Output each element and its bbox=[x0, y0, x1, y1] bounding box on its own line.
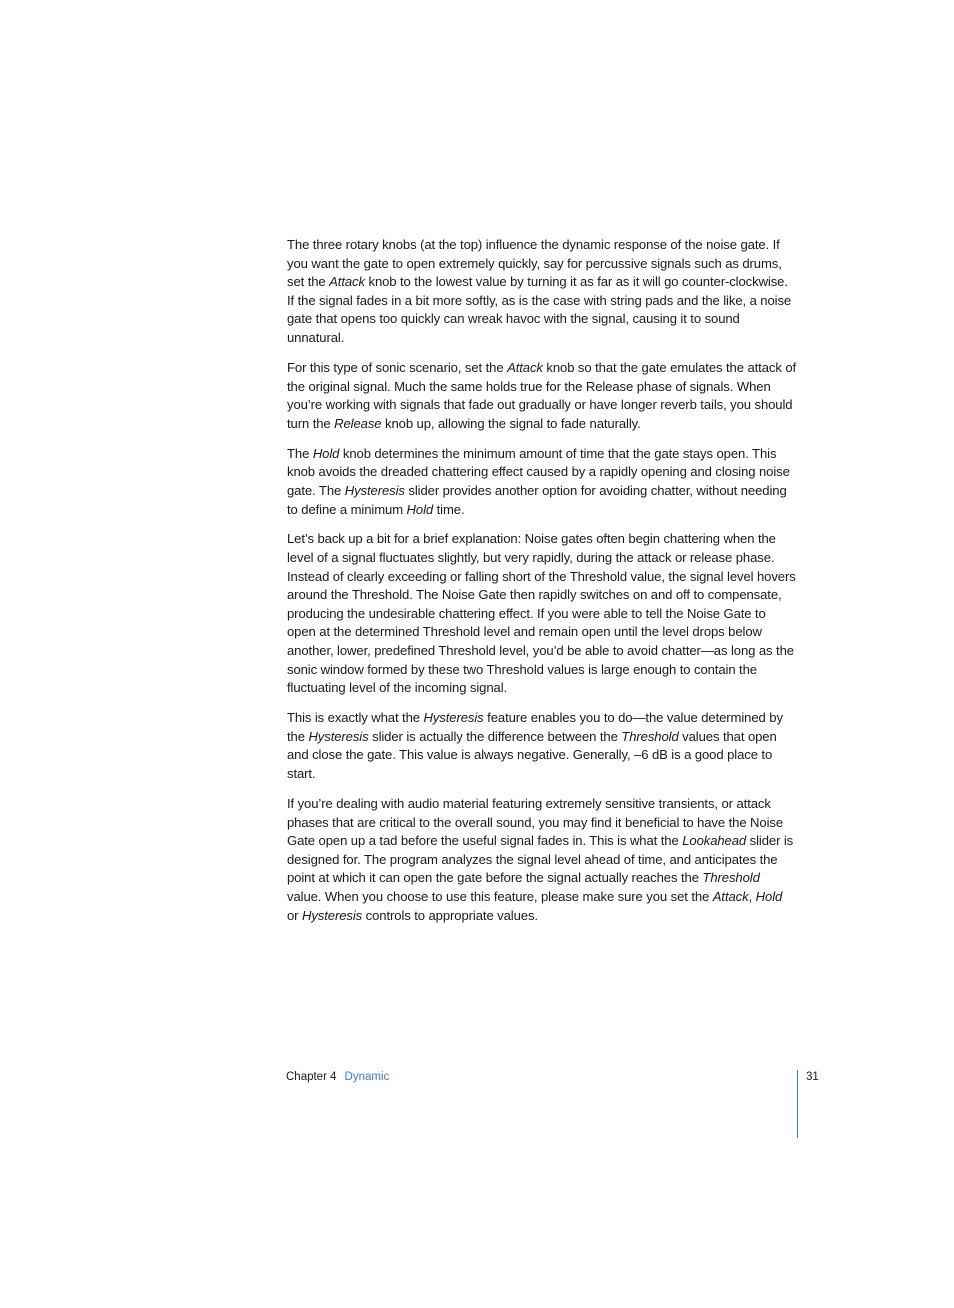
paragraph bbox=[287, 445, 797, 519]
italic-term: Attack bbox=[329, 274, 365, 290]
paragraph bbox=[287, 709, 797, 783]
italic-term: Hold bbox=[406, 501, 434, 517]
italic-term: Hold bbox=[755, 888, 783, 904]
italic-term: Threshold bbox=[702, 870, 760, 886]
text-run: or bbox=[287, 907, 302, 923]
italic-term: Attack bbox=[712, 888, 749, 904]
text-run: The three rotary knobs (at the top) influence the dynamic response of the noise gate. If you want the gate to open extremely quickly, say for percussive signals such as drums, set the bbox=[287, 237, 782, 290]
text-run: This is exactly what the bbox=[287, 710, 424, 726]
footer-rule bbox=[797, 1070, 798, 1138]
paragraph bbox=[287, 359, 797, 433]
italic-term: Hold bbox=[312, 445, 340, 461]
text-run: knob to the lowest value by turning it as far as it will go counter-clockwise. If the signal fades in a bit more softly, as is the case with string pads and the like, a noise gate that opens too quickly can wreak havoc with the signal, causing it to sound unnatural. bbox=[287, 274, 792, 345]
text-run: slider is designed for. The program analyzes the signal level ahead of time, and anticipates the point at which it can open the gate before the signal actually reaches the bbox=[287, 833, 794, 886]
text-run: knob up, allowing the signal to fade naturally. bbox=[381, 415, 641, 431]
italic-term: Hysteresis bbox=[423, 710, 484, 726]
text-run: slider is actually the difference between the bbox=[368, 728, 622, 744]
italic-term: Hysteresis bbox=[308, 728, 369, 744]
text-run: values that open and close the gate. This value is always negative. Generally, –6 dB is a good place to start. bbox=[287, 728, 777, 781]
paragraph bbox=[287, 236, 797, 348]
text-run: knob determines the minimum amount of time that the gate stays open. This knob avoids the dreaded chattering effect caused by a rapidly opening and closing noise gate. The bbox=[287, 445, 790, 498]
text-run: If you’re dealing with audio material featuring extremely sensitive transients, or attack phases that are critical to the overall sound, you may find it beneficial to have the Noise Gate open up a tad before the useful signal fades in. This is what the bbox=[287, 795, 784, 849]
chapter-label: Chapter 4 bbox=[286, 1071, 337, 1083]
text-run: time. bbox=[433, 501, 465, 517]
page-number: 31 bbox=[806, 1071, 819, 1083]
text-run: , bbox=[748, 888, 756, 904]
footer-chapter bbox=[286, 1070, 389, 1085]
paragraph bbox=[287, 530, 797, 697]
text-run: knob so that the gate emulates the attack of the original signal. Much the same holds true for the Release phase of signals. When you’re working with signals that fade out gradually or have longer reverb tails, you should turn the bbox=[287, 359, 797, 431]
italic-term: Hysteresis bbox=[301, 907, 363, 923]
italic-term: Threshold bbox=[621, 728, 679, 744]
paragraph bbox=[287, 795, 797, 925]
text-run: controls to appropriate values. bbox=[362, 907, 538, 923]
italic-term: Attack bbox=[507, 359, 543, 375]
italic-term: Release bbox=[334, 415, 382, 431]
text-run: slider provides another option for avoiding chatter, without needing to define a minimum bbox=[287, 482, 787, 517]
text-run: For this type of sonic scenario, set the bbox=[287, 359, 508, 375]
text-run: The bbox=[287, 445, 313, 461]
text-run: feature enables you to do—the value determined by the bbox=[287, 710, 783, 744]
body-text bbox=[287, 236, 797, 937]
chapter-title: Dynamic bbox=[344, 1071, 390, 1083]
text-run: value. When you choose to use this feature, please make sure you set the bbox=[287, 888, 713, 904]
italic-term: Hysteresis bbox=[344, 482, 405, 498]
text-run: Let’s back up a bit for a brief explanation: Noise gates often begin chattering when the level of a signal fluctuates slightly, but very rapidly, during the attack or release phase. Instead of clearly exceeding or falling short of the Threshold value, the signal level hovers around the Threshold. The Noise Gate then rapidly switches on and off to compensate, producing the undesirable chattering effect. If you were able to tell the Noise Gate to open at the determined Threshold level and remain open until the level drops below another, lower, predefined Threshold level, you’d be able to avoid chatter—as long as the sonic window formed by these two Threshold values is large enough to contain the fluctuating level of the incoming signal. bbox=[287, 531, 796, 696]
italic-term: Lookahead bbox=[682, 833, 747, 849]
